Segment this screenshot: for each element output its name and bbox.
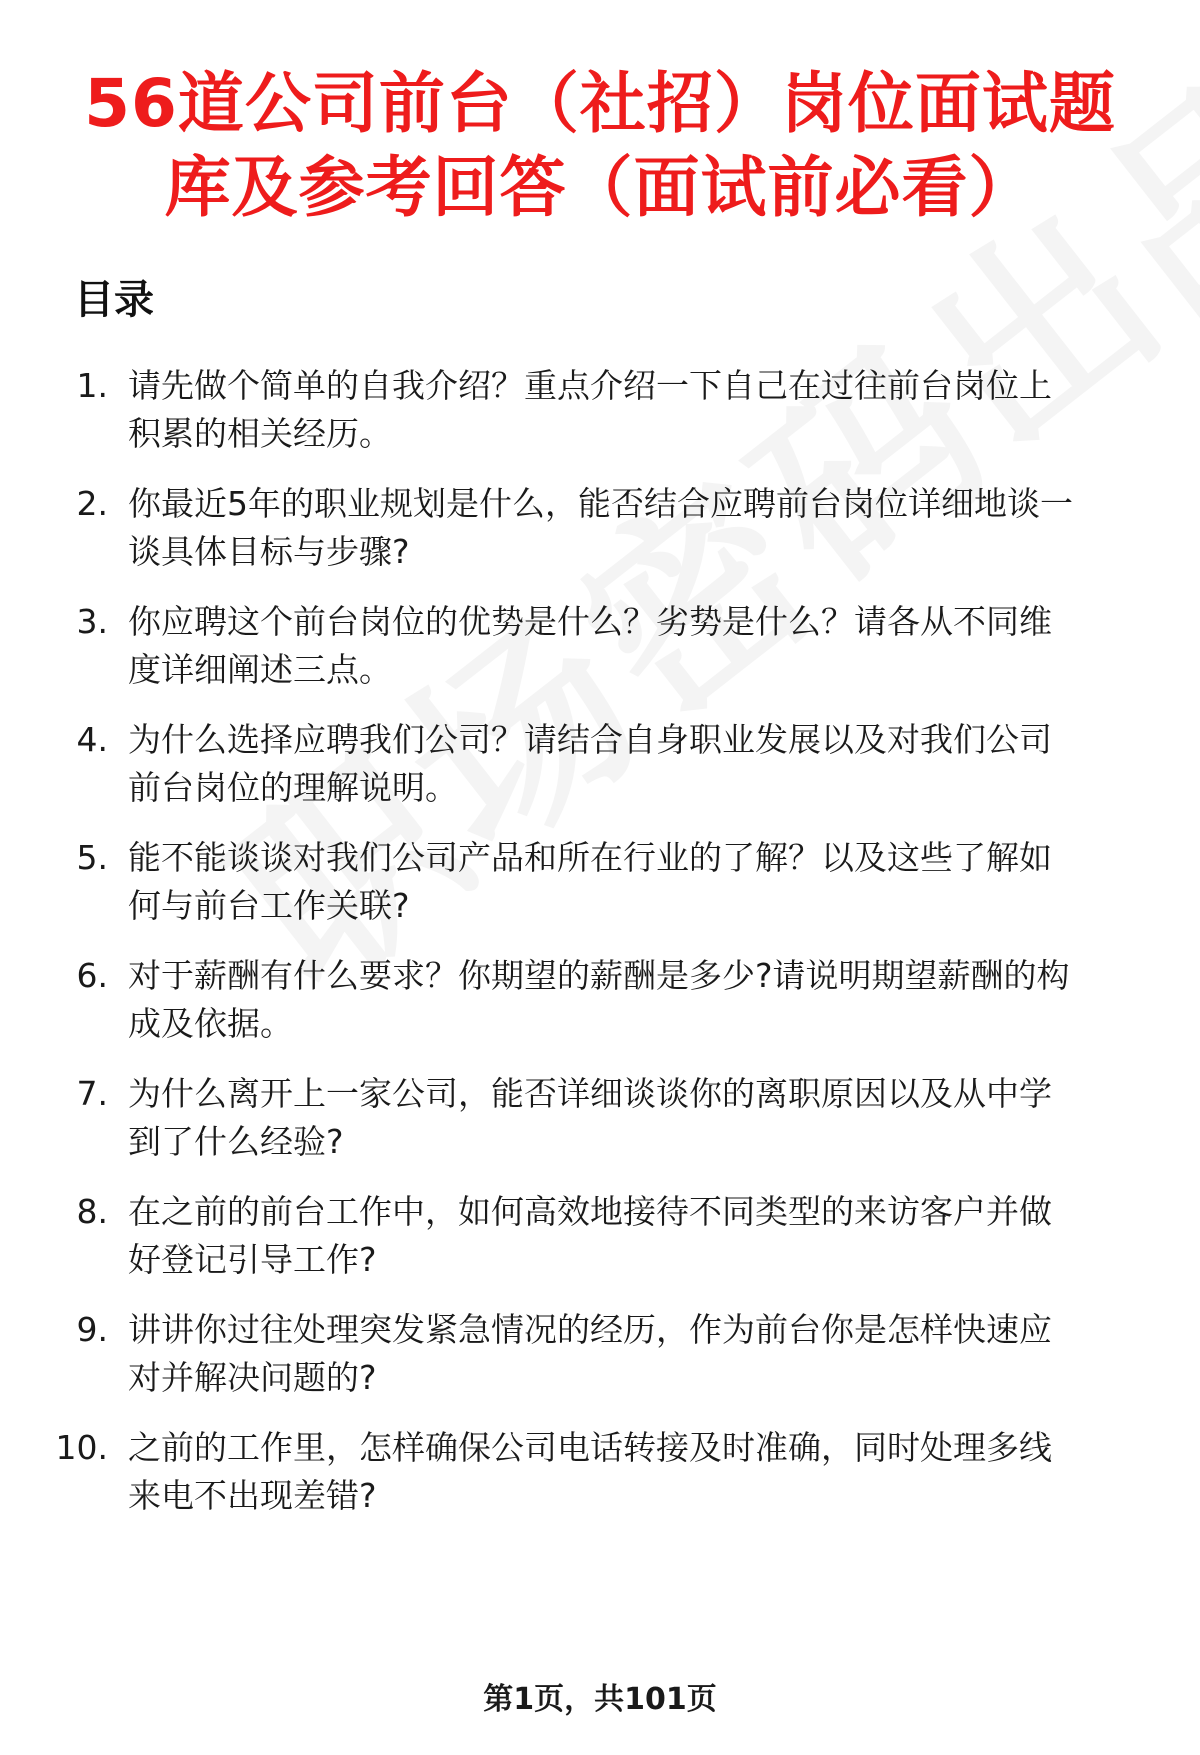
toc-item xyxy=(0,598,1200,708)
toc-item-text xyxy=(128,1188,1148,1284)
toc-item-line: 你最近5年的职业规划是什么，能否结合应聘前台岗位详细地谈一 xyxy=(128,484,1073,523)
toc-item-text xyxy=(128,1070,1148,1166)
toc-item-line: 你应聘这个前台岗位的优势是什么？劣势是什么？请各从不同维 xyxy=(128,602,1052,641)
toc-item-line: 对于薪酬有什么要求？你期望的薪酬是多少?请说明期望薪酬的构 xyxy=(128,956,1070,995)
toc-item-text xyxy=(128,1306,1148,1402)
toc-item-text xyxy=(128,716,1148,812)
toc-item-line: 成及依据。 xyxy=(128,1004,293,1043)
toc-item-text xyxy=(128,480,1148,576)
document-title xyxy=(0,62,1200,230)
toc-item xyxy=(0,1070,1200,1180)
toc-item-number: 10. xyxy=(55,1428,108,1467)
toc-item xyxy=(0,952,1200,1062)
title-line-2: 库及参考回答（面试前必看） xyxy=(164,149,1036,226)
toc-item-text xyxy=(128,362,1148,458)
toc-item xyxy=(0,1306,1200,1416)
toc-item-text xyxy=(128,834,1148,930)
toc-item xyxy=(0,1424,1200,1534)
toc-item-line: 来电不出现差错? xyxy=(128,1476,377,1515)
toc-item-line: 为什么离开上一家公司，能否详细谈谈你的离职原因以及从中学 xyxy=(128,1074,1052,1113)
toc-item-number: 4. xyxy=(76,720,108,759)
page-number-footer: 第1页，共101页 xyxy=(483,1682,717,1717)
toc-item-line: 请先做个简单的自我介绍？重点介绍一下自己在过往前台岗位上 xyxy=(128,366,1052,405)
toc-item-text xyxy=(128,952,1148,1048)
title-line-1: 56道公司前台（社招）岗位面试题 xyxy=(84,65,1116,142)
toc-item-number: 2. xyxy=(76,484,108,523)
toc-item-number: 9. xyxy=(76,1310,108,1349)
toc-item-number: 5. xyxy=(76,838,108,877)
toc-item-number: 1. xyxy=(76,366,108,405)
toc-item-line: 能不能谈谈对我们公司产品和所在行业的了解？以及这些了解如 xyxy=(128,838,1052,877)
toc-item-line: 在之前的前台工作中，如何高效地接待不同类型的来访客户并做 xyxy=(128,1192,1052,1231)
toc-item-line: 到了什么经验? xyxy=(128,1122,344,1161)
toc-item-line: 讲讲你过往处理突发紧急情况的经历，作为前台你是怎样快速应 xyxy=(128,1310,1052,1349)
toc-item-line: 之前的工作里，怎样确保公司电话转接及时准确，同时处理多线 xyxy=(128,1428,1052,1467)
toc-item-line: 为什么选择应聘我们公司？请结合自身职业发展以及对我们公司 xyxy=(128,720,1052,759)
toc-item-text xyxy=(128,598,1148,694)
toc-item-number: 8. xyxy=(76,1192,108,1231)
toc-item-text xyxy=(128,1424,1148,1520)
toc-item xyxy=(0,716,1200,826)
toc-item-line: 前台岗位的理解说明。 xyxy=(128,768,458,807)
toc-item-line: 何与前台工作关联? xyxy=(128,886,410,925)
toc-item xyxy=(0,834,1200,944)
toc-item-line: 度详细阐述三点。 xyxy=(128,650,392,689)
toc-item-line: 好登记引导工作? xyxy=(128,1240,377,1279)
toc-heading: 目录 xyxy=(74,277,154,323)
toc-item-number: 6. xyxy=(76,956,108,995)
toc-item xyxy=(0,362,1200,472)
toc-item-number: 7. xyxy=(76,1074,108,1113)
toc-item-line: 对并解决问题的? xyxy=(128,1358,377,1397)
toc-item-line: 谈具体目标与步骤? xyxy=(128,532,410,571)
toc-item xyxy=(0,1188,1200,1298)
toc-item xyxy=(0,480,1200,590)
toc-item-number: 3. xyxy=(76,602,108,641)
toc-item-line: 积累的相关经历。 xyxy=(128,414,392,453)
